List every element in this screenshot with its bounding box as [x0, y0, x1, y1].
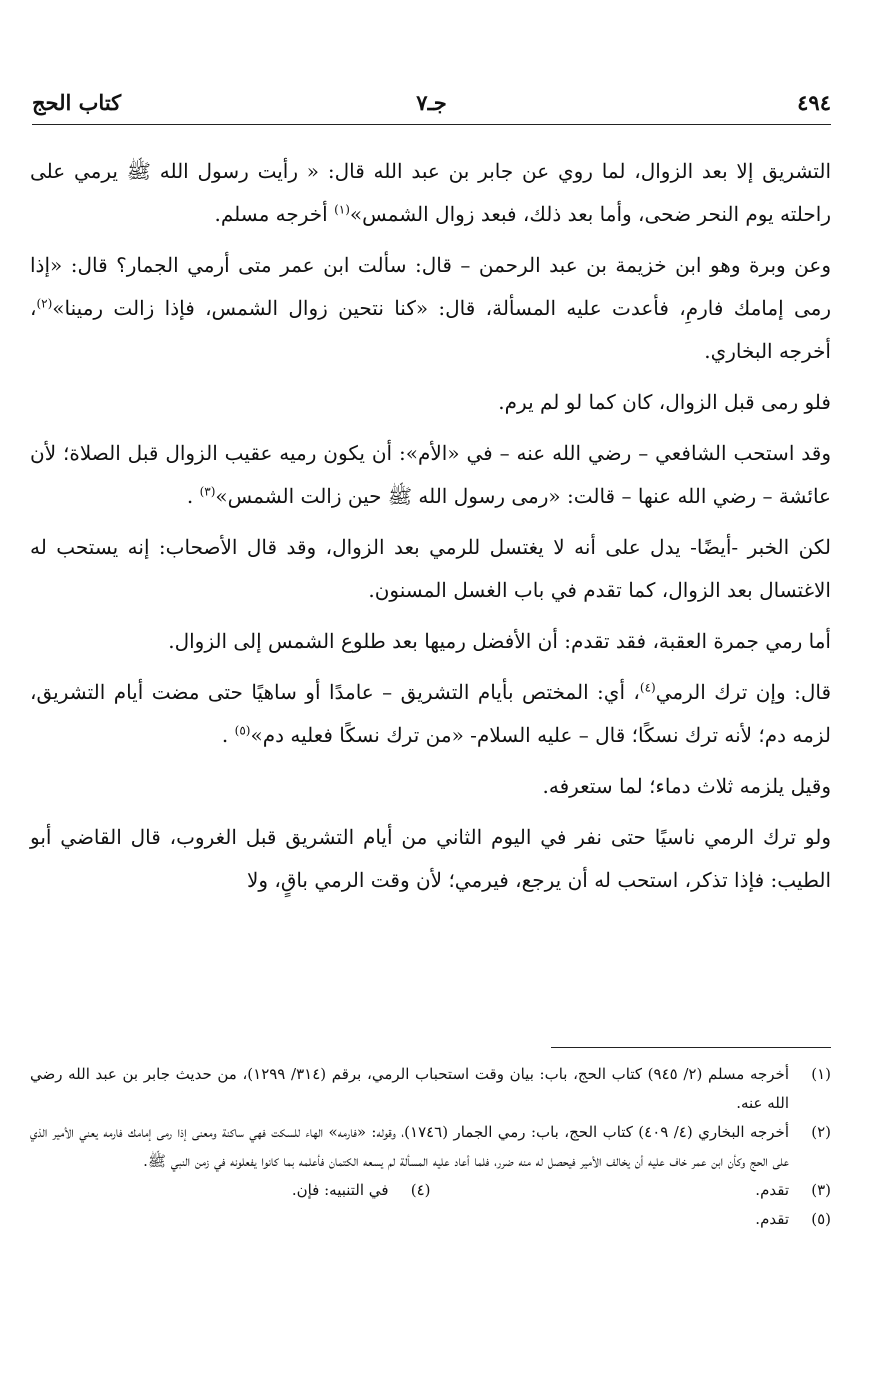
page-number: ٤٩٤ [797, 90, 831, 115]
main-text [30, 150, 831, 910]
paragraph-text: ، أي: المختص بأيام التشريق – عامدًا أو ساهيًا حتى مضت أيام التشريق، لزمه دم؛ لأنه ترك نسكًا؛ قال – عليه السلام- «من ترك نسكًا فعليه دم» [30, 680, 831, 747]
paragraph-text: . [186, 484, 200, 508]
book-title: كتاب الحج [32, 90, 122, 115]
paragraph-text: وعن وبرة وهو ابن خزيمة بن عبد الرحمن – قال: سألت ابن عمر متى أرمي الجمار؟ قال: «إذا رمى إمامك فارمِ، فأعدت عليه المسألة، قال: «كنا نتحين زوال الشمس، فإذا زالت رمينا» [30, 253, 831, 320]
footnote-text: في التنبيه: فإن. [291, 1181, 389, 1199]
paragraph: أما رمي جمرة العقبة، فقد تقدم: أن الأفضل رميها بعد طلوع الشمس إلى الزوال. [168, 629, 831, 653]
paragraph [30, 432, 831, 518]
footnote-ref: (٢) [36, 296, 53, 311]
footnote-text: تقدم. [755, 1210, 789, 1228]
footnote-number: (٤) [410, 1181, 431, 1199]
paragraph-text: أخرجه مسلم. [214, 202, 335, 226]
footnote [30, 1060, 831, 1118]
footnote-number: (١) [811, 1065, 831, 1083]
footnote [30, 1176, 431, 1205]
footnote-row [30, 1176, 831, 1205]
paragraph [30, 671, 831, 757]
footnote-number: (٣) [811, 1181, 831, 1199]
footnote-ref: (١) [334, 202, 350, 217]
paragraph-text: التشريق إلا بعد الزوال، لما روي عن جابر بن عبد الله قال: « رأيت رسول الله ﷺ يرمي على راحلته يوم النحر ضحى، وأما بعد ذلك، فبعد زوال الشمس» [30, 159, 831, 226]
footnote-ref: (٤) [639, 680, 656, 695]
paragraph [30, 150, 831, 236]
paragraph-text: وقد استحب الشافعي – رضي الله عنه – في «الأم»: أن يكون رميه عقيب الزوال قبل الصلاة؛ لأن عائشة – رضي الله عنها – قالت: «رمى رسول الله ﷺ حين زالت الشمس» [30, 441, 831, 508]
footnote-text: تقدم. [755, 1181, 789, 1199]
footnotes [30, 1060, 831, 1234]
footnote-text: أخرجه مسلم (٢/ ٩٤٥) كتاب الحج، باب: بيان وقت استحباب الرمي، برقم (٣١٤/ ١٢٩٩)، من حديث جابر بن عبد الله رضي الله عنه. [30, 1065, 789, 1112]
paragraph-text: ، أخرجه البخاري. [30, 296, 831, 363]
footnote [30, 1118, 831, 1176]
volume-label: جـ٧ [416, 90, 447, 115]
paragraph-text: . [221, 723, 235, 747]
footnote [431, 1176, 832, 1205]
paragraph: ولو ترك الرمي ناسيًا حتى نفر في اليوم الثاني من أيام التشريق قبل الغروب، قال القاضي أبو الطيب: فإذا تذكر، استحب له أن يرجع، فيرمي؛ لأن وقت الرمي باقٍ، ولا [30, 825, 831, 892]
paragraph-text: قال: وإن ترك الرمي [655, 680, 832, 704]
paragraph: وقيل يلزمه ثلاث دماء؛ لما ستعرفه. [542, 774, 831, 798]
footnote-number: (٢) [811, 1123, 831, 1141]
footnote-text: أخرجه البخاري (٤/ ٤٠٩) كتاب الحج، باب: رمي الجمار (١٧٤٦)، وقوله: «فارمه» الهاء للسكت فهي ساكنة ومعنى إذا رمى إمامك فارمه يعني الأمير الذي على الحج وكأن ابن عمر خاف عليه أن يخالف الأمير فيحصل له منه ضرر، فلما أعاد عليه المسألة لم يسعه الكتمان فأعلمه بما كانوا يفعلونه في زمن النبي ﷺ. [30, 1123, 789, 1170]
footnote-ref: (٣) [199, 484, 216, 499]
footnote-number: (٥) [811, 1210, 831, 1228]
footnote-divider [551, 1047, 831, 1048]
footnote-ref: (٥) [234, 723, 251, 738]
paragraph [30, 244, 831, 373]
paragraph: لكن الخبر -أيضًا- يدل على أنه لا يغتسل للرمي بعد الزوال، وقد قال الأصحاب: إنه يستحب له الاغتسال بعد الزوال، كما تقدم في باب الغسل المسنون. [30, 535, 831, 602]
footnote [30, 1205, 831, 1234]
page-header [32, 86, 831, 125]
paragraph: فلو رمى قبل الزوال، كان كما لو لم يرم. [498, 390, 831, 414]
